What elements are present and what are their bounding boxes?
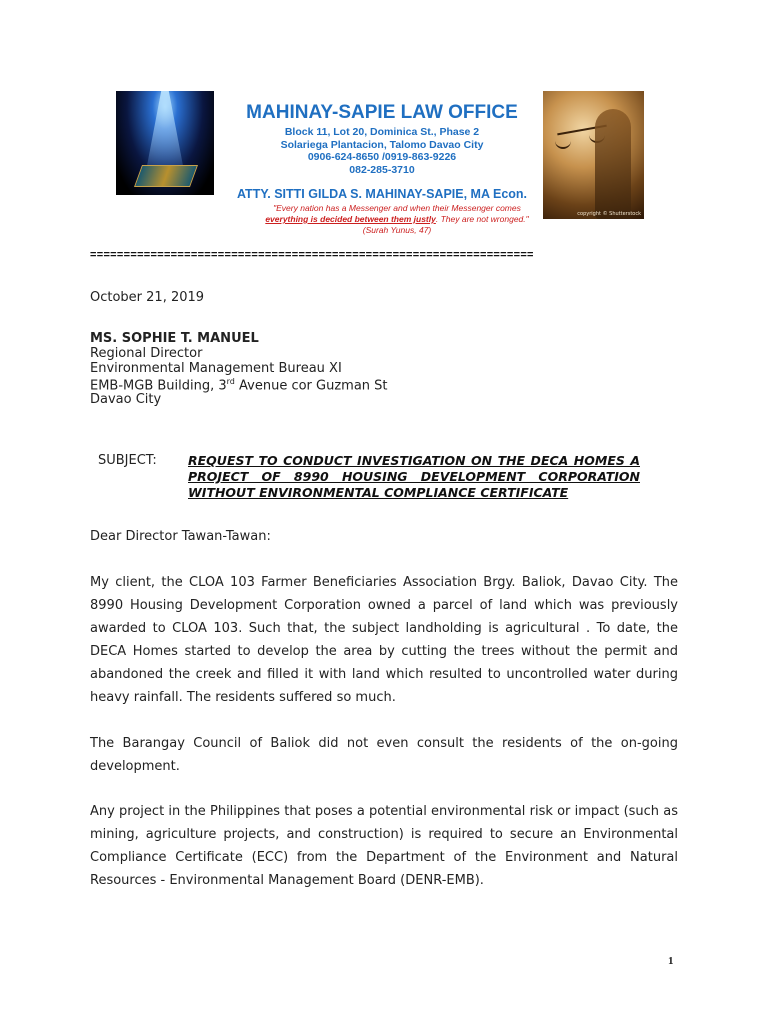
subject-label: SUBJECT: — [98, 453, 157, 468]
paragraph-1: My client, the CLOA 103 Farmer Beneficiaries Association Brgy. Baliok, Davao City. The 8990 Housing Development Corporation owned a parcel of land which was previously awarded to CLOA 103. Such that, the subject landholding is agricultural . To date, the DECA Homes started to develop the area by cutting the trees without the permit and abandoned the creek and filled it with land which resulted to uncontrolled water during heavy rainfall. The residents suffered so much. — [90, 575, 678, 705]
recipient-city: Davao City — [90, 392, 162, 407]
letter-date: October 21, 2019 — [90, 290, 205, 305]
firm-name: MAHINAY-SAPIE LAW OFFICE — [246, 102, 518, 123]
quote — [252, 203, 542, 236]
lady-justice-logo — [543, 91, 644, 219]
paragraph-2: The Barangay Council of Baliok did not even consult the residents of the on-going development. — [90, 736, 678, 774]
scale-pan-left — [555, 139, 571, 149]
book-icon — [134, 165, 198, 187]
recipient-address-post: Avenue cor Guzman St — [234, 378, 388, 394]
recipient-office: Environmental Management Bureau XI — [90, 361, 342, 376]
phone-landline: 082-285-3710 — [349, 164, 415, 176]
page-number: 1 — [668, 955, 674, 967]
attorney-name: ATTY. SITTI GILDA S. MAHINAY-SAPIE, MA Econ. — [236, 187, 528, 201]
quote-emphasis: everything is decided between them justly — [265, 214, 436, 224]
recipient-address — [90, 377, 388, 393]
recipient-title: Regional Director — [90, 346, 203, 361]
recipient-address-pre: EMB-MGB Building, 3 — [90, 378, 227, 394]
justice-figure — [595, 109, 631, 219]
quran-light-logo — [116, 91, 214, 195]
image-credit: copyright © Shutterstock — [577, 211, 641, 217]
divider-rule: ================================================================== — [90, 249, 534, 261]
quote-post: . They are not wronged." (Surah Yunus, 47) — [362, 214, 529, 235]
phone-mobile: 0906-624-8650 /0919-863-9226 — [307, 151, 457, 163]
address-line-1: Block 11, Lot 20, Dominica St., Phase 2 — [284, 126, 480, 138]
recipient-name: MS. SOPHIE T. MANUEL — [90, 331, 259, 346]
light-beam — [146, 91, 184, 171]
subject-text: REQUEST TO CONDUCT INVESTIGATION ON THE DECA HOMES A PROJECT OF 8990 HOUSING DEVELOPMENT CORPORATION WITHOUT ENVIRONMENTAL COMPLIANCE CERTIFICATE — [188, 453, 640, 500]
quote-pre: "Every nation has a Messenger and when their Messenger comes — [273, 203, 521, 213]
address-line-2: Solariega Plantacion, Talomo Davao City — [280, 139, 484, 151]
recipient-address-sup: rd — [226, 377, 235, 386]
salutation: Dear Director Tawan-Tawan: — [90, 529, 271, 544]
paragraph-3: Any project in the Philippines that poses a potential environmental risk or impact (such as mining, agriculture projects, and construction) is required to secure an Environmental Compliance Certificate (ECC) from the Department of the Environment and Natural Resources - Environmental Management Board (DENR-EMB). — [90, 804, 678, 888]
